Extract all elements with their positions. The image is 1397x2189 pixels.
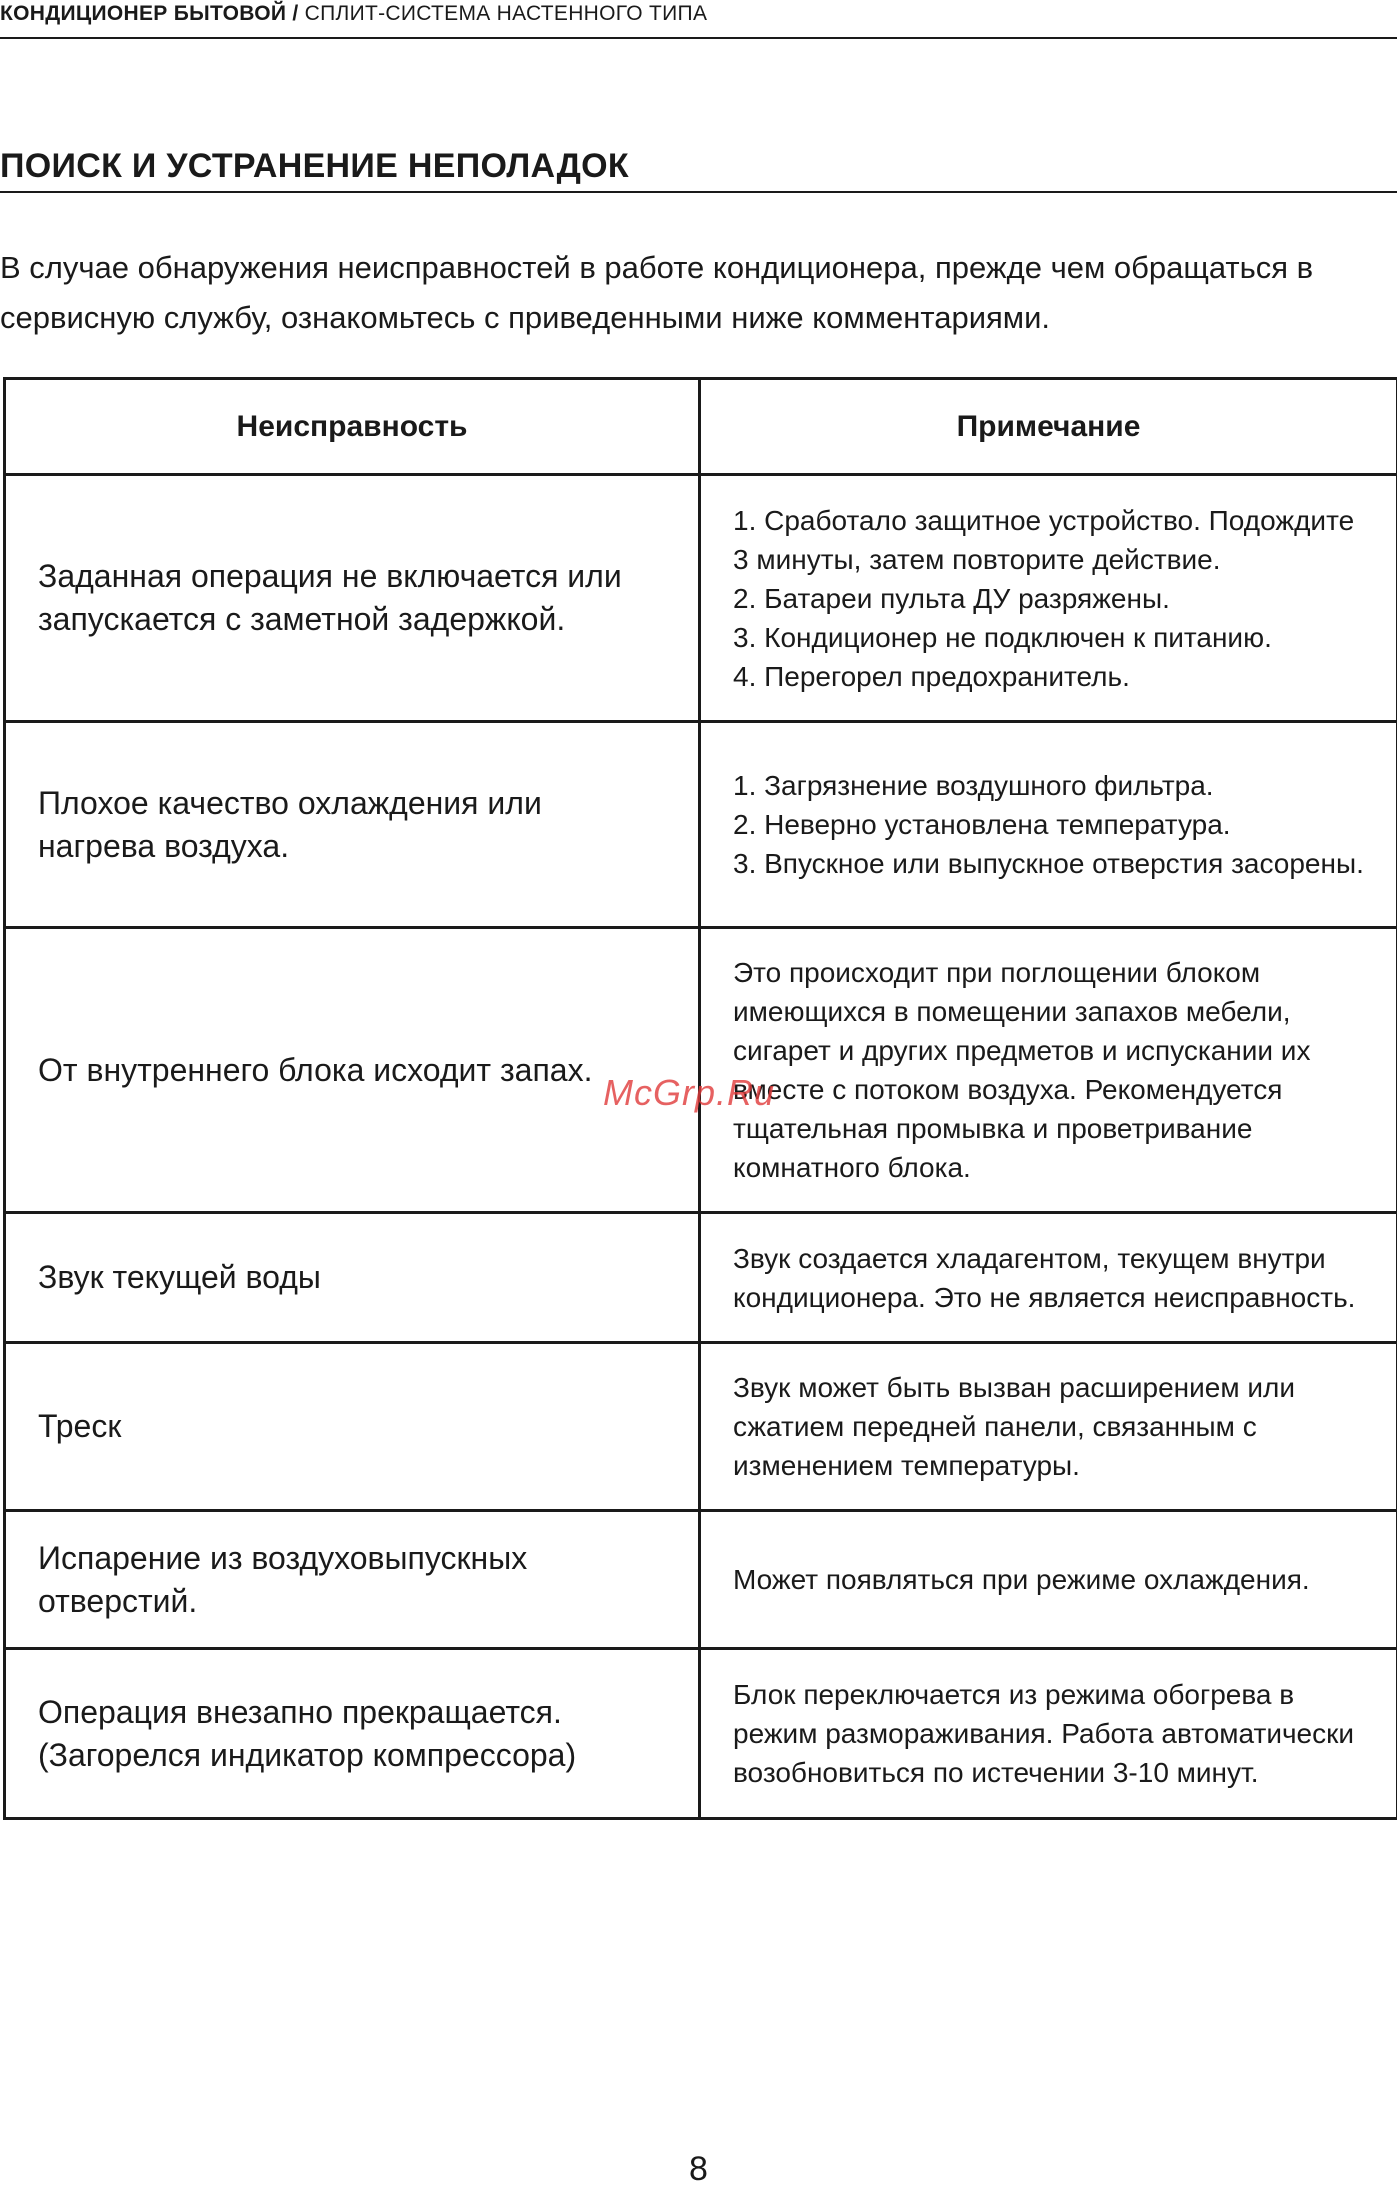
note-line: 2. Батареи пульта ДУ разряжены. — [733, 582, 1170, 614]
table-row — [5, 1649, 1397, 1819]
note-line: 1. Загрязнение воздушного фильтра. — [733, 770, 1214, 801]
header-product: КОНДИЦИОНЕР БЫТОВОЙ / — [0, 2, 299, 25]
note-line: Блок переключается из режима обогрева в режим размораживания. Работа автоматически возобновиться по истечении 3-10 минут. — [733, 1679, 1355, 1788]
note-line: Это происходит при поглощении блоком имеющихся в помещении запахов мебели, сигарет и других предметов и испускании их вместе с потоком воздуха. Рекомендуется тщательная промывка и проветривание комнатного блока. — [733, 957, 1311, 1183]
fault-cell: Звук текущей воды — [5, 1213, 700, 1343]
fault-cell: Плохое качество охлаждения или нагрева воздуха. — [5, 722, 700, 928]
table-row — [5, 1343, 1397, 1511]
note-line: 3. Впускное или выпускное отверстия засорены. — [733, 848, 1364, 879]
table-row — [5, 928, 1397, 1213]
note-cell — [700, 928, 1397, 1213]
note-line: Звук может быть вызван расширением или сжатием передней панели, связанным с изменением температуры. — [733, 1372, 1295, 1481]
note-line: Может появляться при режиме охлаждения. — [733, 1564, 1310, 1595]
note-line: 1. Сработало защитное устройство. Подождите 3 минуты, затем повторите действие. — [733, 504, 1355, 575]
fault-cell: Треск — [5, 1343, 700, 1511]
intro-paragraph: В случае обнаружения неисправностей в работе кондиционера, прежде чем обращаться в сервисную службу, ознакомьтесь с приведенными ниже комментариями. — [0, 250, 1314, 335]
section-title: ПОИСК И УСТРАНЕНИЕ НЕПОЛАДОК — [0, 147, 1397, 193]
table-row — [5, 1213, 1397, 1343]
fault-cell: Операция внезапно прекращается. (Загорелся индикатор компрессора) — [5, 1649, 700, 1819]
table-row — [5, 722, 1397, 928]
note-cell — [700, 1511, 1397, 1649]
fault-cell: Испарение из воздуховыпускных отверстий. — [5, 1511, 700, 1649]
note-cell — [700, 475, 1397, 722]
fault-cell: От внутреннего блока исходит запах. — [5, 928, 700, 1213]
table-row — [5, 475, 1397, 722]
note-cell — [700, 722, 1397, 928]
note-cell — [700, 1343, 1397, 1511]
note-cell — [700, 1649, 1397, 1819]
column-header-note: Примечание — [700, 379, 1397, 475]
note-cell — [700, 1213, 1397, 1343]
fault-cell: Заданная операция не включается или запускается с заметной задержкой. — [5, 475, 700, 722]
note-line: 3. Кондиционер не подключен к питанию. — [733, 621, 1272, 653]
header-subtitle: СПЛИТ-СИСТЕМА НАСТЕННОГО ТИПА — [298, 2, 708, 25]
note-line: 4. Перегорел предохранитель. — [733, 660, 1130, 692]
page-number: 8 — [689, 2150, 708, 2188]
table-row — [5, 1511, 1397, 1649]
note-line: Звук создается хладагентом, текущем внутри кондиционера. Это не является неисправность. — [733, 1242, 1356, 1313]
page-header — [0, 0, 1397, 39]
note-line: 2. Неверно установлена температура. — [733, 809, 1231, 840]
watermark: McGrp.Ru — [603, 1072, 776, 1113]
column-header-fault: Неисправность — [5, 379, 700, 475]
table-header-row — [5, 379, 1397, 475]
header-text — [0, 2, 707, 26]
